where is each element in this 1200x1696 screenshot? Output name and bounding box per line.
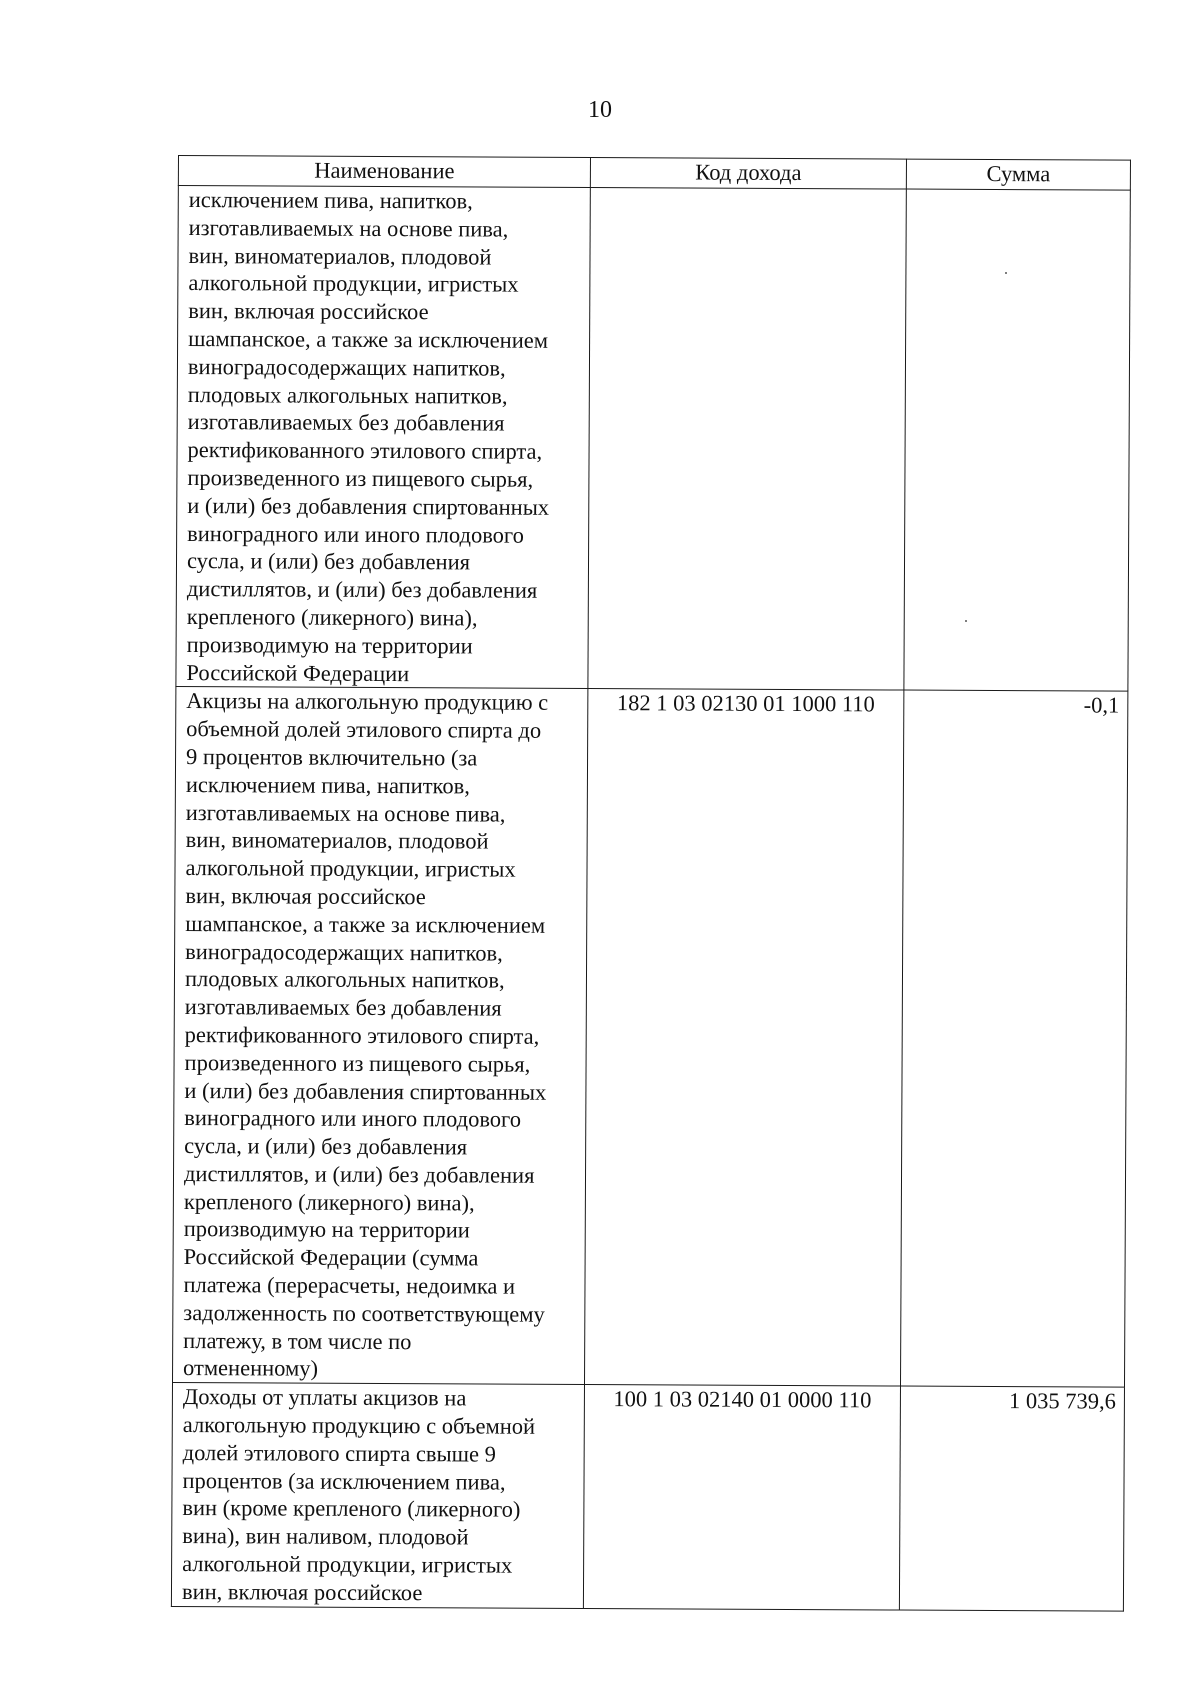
row-code [588,188,906,691]
row-code: 100 1 03 02140 01 0000 110 [583,1385,900,1610]
table-row [176,186,1130,692]
row-sum [904,189,1130,691]
table-row [171,1383,1124,1611]
table-row [173,687,1128,1388]
revenue-table [171,155,1131,1611]
page-number: 10 [588,97,612,123]
header-code: Код дохода [590,158,906,190]
row-name: исключением пива, напитков, изготавливаемых на основе пива, вин, виноматериалов, плодовой алкогольной продукции, игристых вин, включая российское шампанское, а также за исключением виноградосодержащих напитков, плодовых алкогольных напитков, изготавливаемых без добавления ректификованного этилового спирта, произведенного из пищевого сырья, и (или) без добавления спиртованных виноградного или иного плодового сусла, и (или) без добавления дистиллятов, и (или) без добавления крепленого (ликерного) вина), производимую на территории Российской Федерации [176,186,590,689]
scan-speck [965,620,967,622]
table-header-row [178,156,1130,191]
row-sum: -0,1 [900,690,1127,1387]
row-name: Акцизы на алкогольную продукцию с объемной долей этилового спирта до 9 процентов включительно (за исключением пива, напитков, изготавливаемых на основе пива, вин, виноматериалов, плодовой алкогольной продукции, игристых вин, включая российское шампанское, а также за исключением виноградосодержащих напитков, плодовых алкогольных напитков, изготавливаемых без добавления ректификованного этилового спирта, произведенного из пищевого сырья, и (или) без добавления спиртованных виноградного или иного плодового сусла, и (или) без добавления дистиллятов, и (или) без добавления крепленого (ликерного) вина), производимую на территории Российской Федерации (сумма платежа (перерасчеты, недоимка и задолженность по соответствующему платежу, в том числе по отмененному) [173,687,588,1385]
header-sum: Сумма [906,159,1130,190]
row-code: 182 1 03 02130 01 1000 110 [584,689,903,1386]
row-name: Доходы от уплаты акцизов на алкогольную продукцию с объемной долей этилового спирта свыше 9 процентов (за исключением пива, вин (кроме крепленого (ликерного) вина), вин наливом, плодовой алкогольной продукции, игристых вин, включая российское [171,1383,584,1608]
header-name: Наименование [178,156,590,188]
row-sum: 1 035 739,6 [899,1386,1124,1610]
scan-speck [1005,272,1007,274]
